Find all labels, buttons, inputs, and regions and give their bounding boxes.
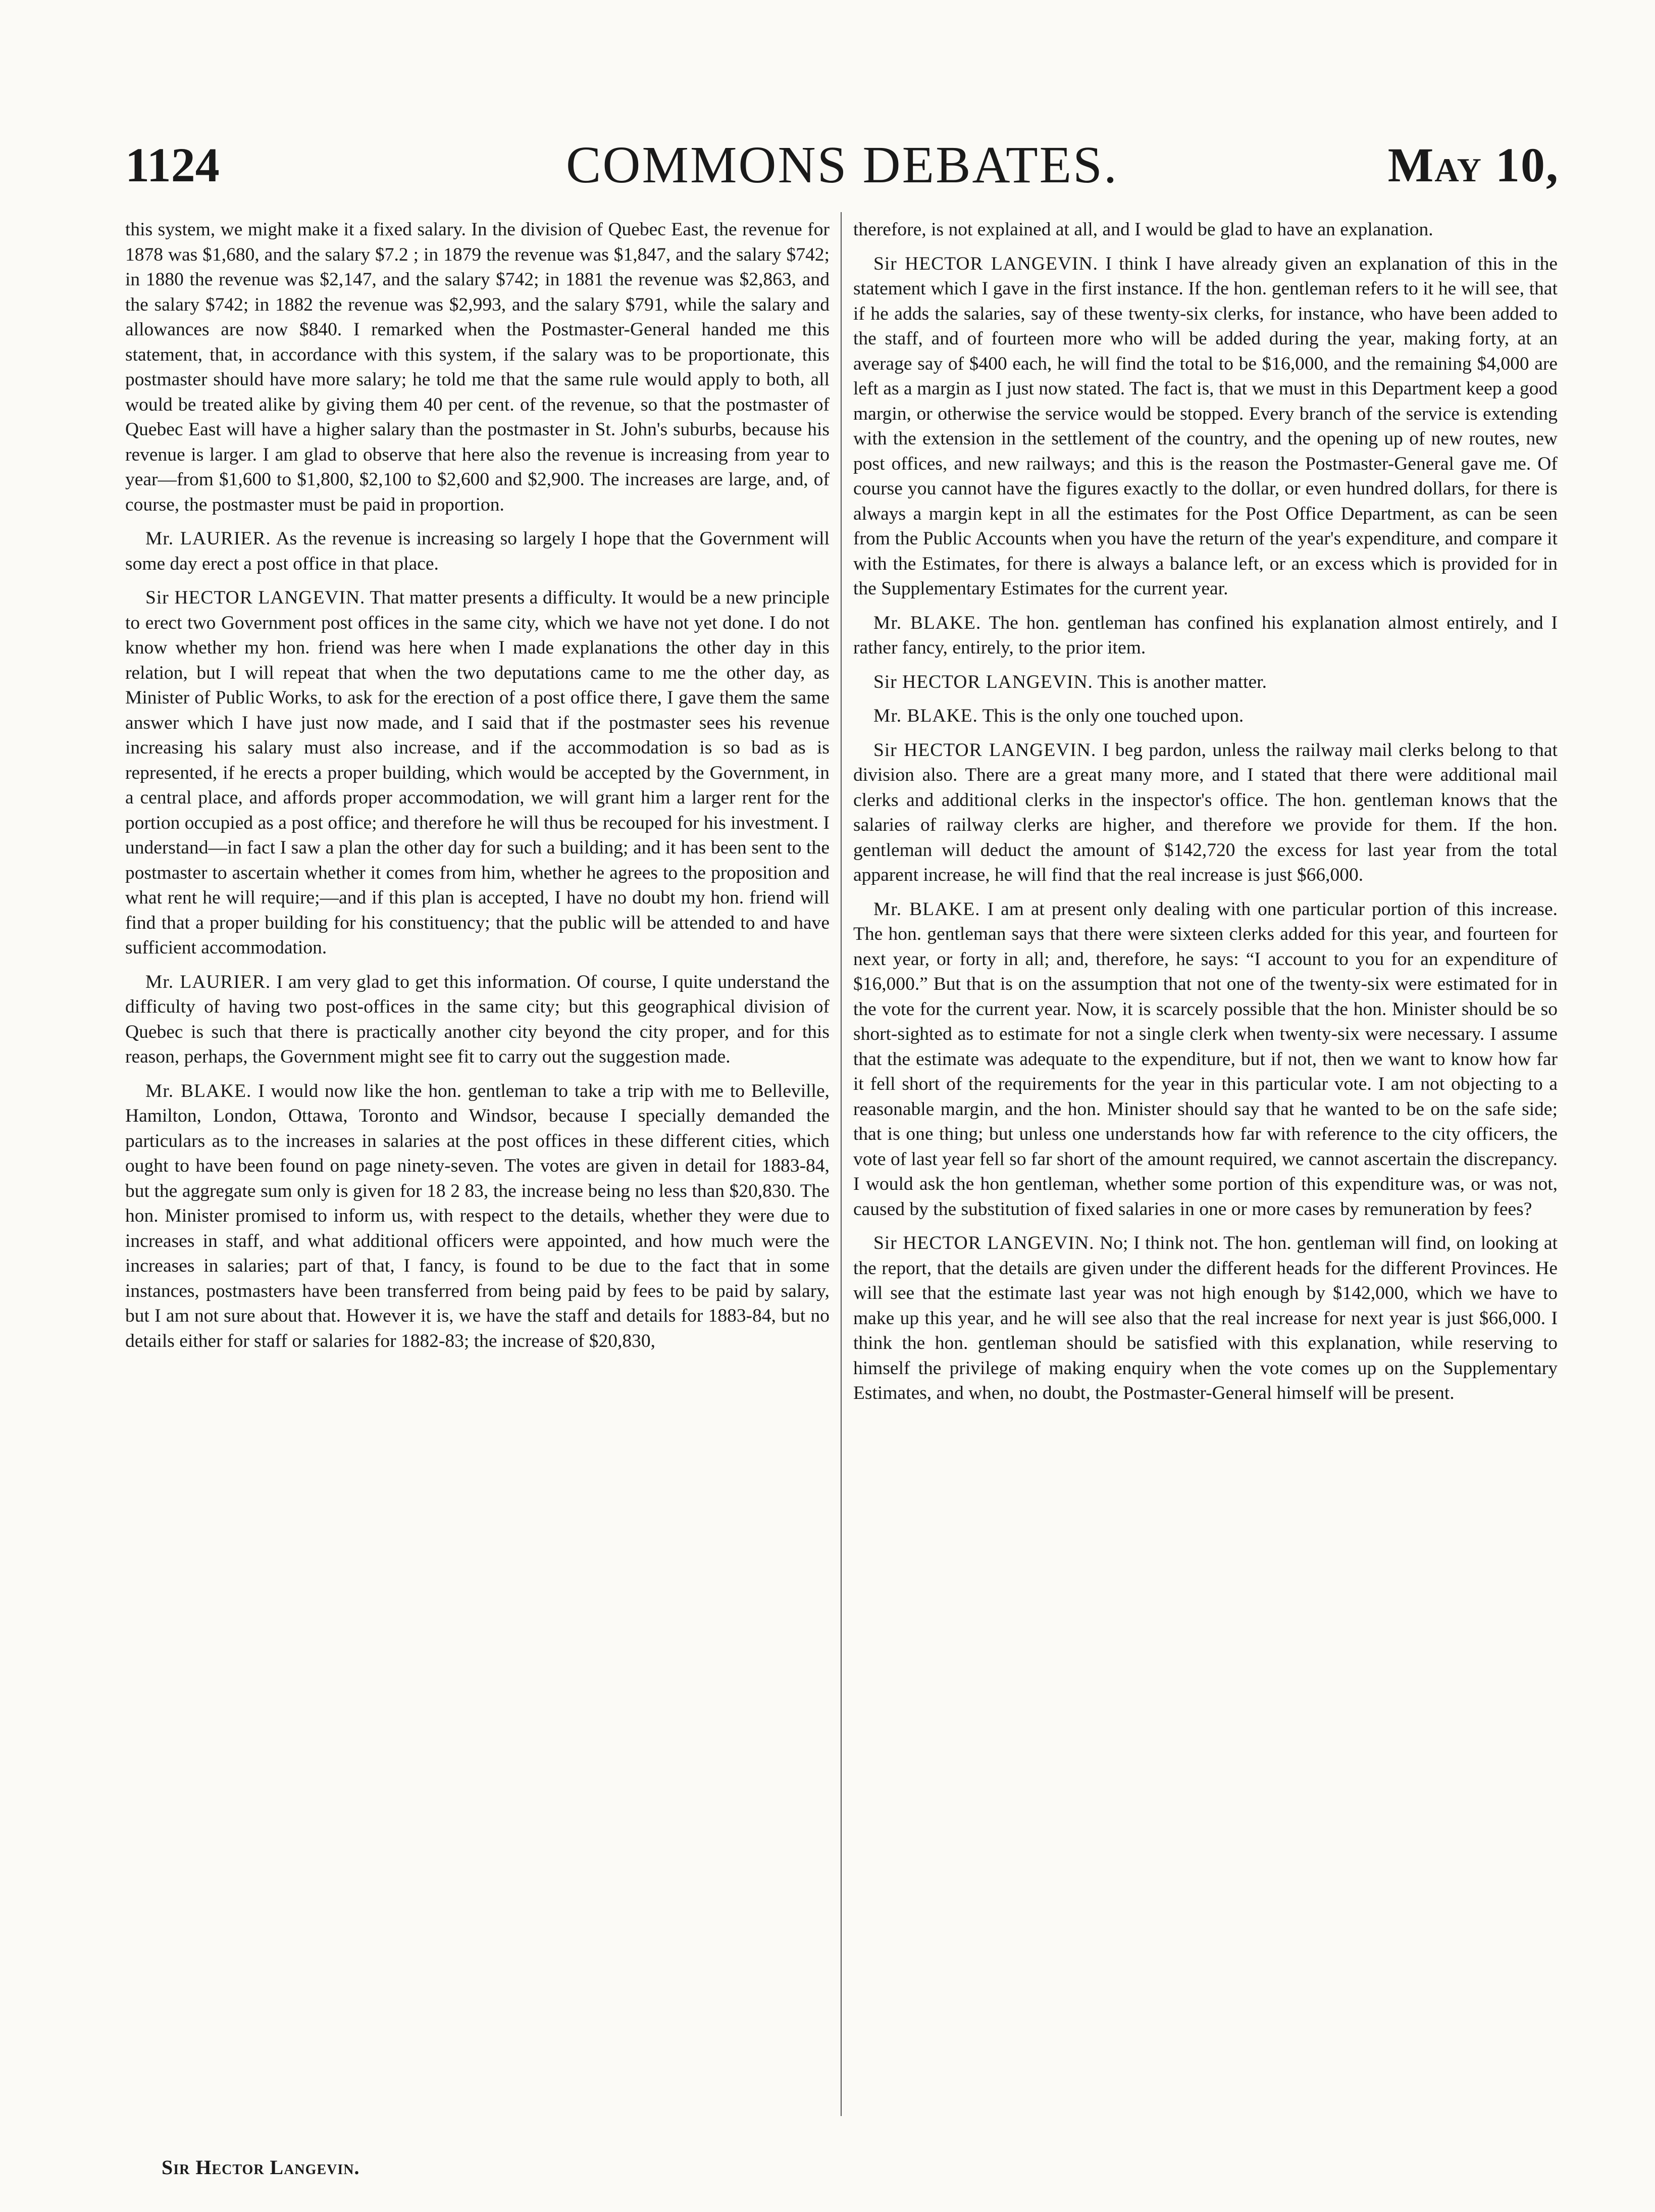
left-column	[125, 217, 830, 2136]
speaker-name: Mr. BLAKE.	[873, 612, 981, 633]
paragraph-text: This is the only one touched upon.	[982, 706, 1244, 726]
journal-title: COMMONS DEBATES.	[566, 136, 1118, 194]
column-divider	[841, 212, 842, 2116]
page-date: May 10,	[1387, 138, 1559, 192]
paragraph-text: The hon. gentleman has confined his explanation almost entirely, and I rather fancy, entirely, to the prior item.	[853, 612, 1558, 658]
paragraph	[853, 703, 1558, 729]
speaker-name: Sir HECTOR LANGEVIN.	[873, 1233, 1095, 1253]
speaker-name: Mr. BLAKE.	[145, 1080, 252, 1101]
paragraph	[125, 970, 830, 1070]
paragraph-text: As the revenue is increasing so largely I hope that the Government will some day erect a post office in that place.	[125, 528, 830, 574]
paragraph	[853, 252, 1558, 601]
speaker-name: Sir HECTOR LANGEVIN.	[873, 253, 1098, 274]
paragraph	[853, 611, 1558, 661]
paragraph	[125, 217, 830, 517]
paragraph-text: I am at present only dealing with one particular portion of this increase. The hon. gentleman says that there were sixteen clerks added for this year, and fourteen for next year, or forty in all; and, therefore, he says: “I account to you for an expenditure of $16,000.” But that is on the assumption that not one of the twenty-six were estimated for in the vote for the current year. Now, it is scarcely possible that the hon. Minister should be so short-sighted as to estimate for not a single clerk when twenty-six were necessary. I assume that the estimate was adequate to the expenditure, but if not, then we want to know how far it fell short of the requirements for the year in this particular vote. I am not objecting to a reasonable margin, and the hon. Minister should say that he wanted to be on the safe side; that is one thing; but unless one understands how far with reference to the city officers, the vote of last year fell so far short of the amount required, we cannot ascertain the discrepancy. I would ask the hon gentleman, whether some portion of this expenditure was, or was not, caused by the substitution of fixed salaries in one or more cases by remuneration by fees?	[853, 898, 1558, 1220]
speaker-name: Mr. LAURIER.	[145, 528, 271, 549]
paragraph-text: I think I have already given an explanation of this in the statement which I gave in the first instance. If the hon. gentleman refers to it he will see, that if he adds the salaries, say of these twenty-six clerks, for instance, who have been added to the staff, and of fourteen more who will be added during the year, making forty, at an average say of $400 each, he will find the total to be $16,000, and the remaining $4,000 are left as a margin as I just now stated. The fact is, that we must in this Department keep a good margin, or otherwise the service would be stopped. Every branch of the service is extending with the extension in the settlement of the country, and the opening up of new routes, new post offices, and new railways; and this is the reason the Postmaster-General gave me. Of course you cannot have the figures exactly to the dollar, or even hundred dollars, for there is always a margin kept in all the estimates for the Post Office Department, as can be seen from the Public Accounts when you have the return of the year's expenditure, and compare it with the Estimates, for there is always a balance left, or an excess which is provided for in the Supplementary Estimates for the current year.	[853, 253, 1558, 599]
paragraph	[125, 1079, 830, 1354]
paragraph-text: this system, we might make it a fixed salary. In the division of Quebec East, the revenue for 1878 was $1,680, and the salary $7.2 ; in 1879 the revenue was $1,847, and the salary $742; in 1880 the revenue was $2,147, and the salary $742; in 1881 the revenue was $2,863, and the salary $742; in 1882 the revenue was $2,993, and the salary $791, while the salary and allowances are now $840. I remarked when the Postmaster-General handed me this statement, that, in accordance with this system, if the salary was to be proportionate, this postmaster should have more salary; he told me that the same rule would apply to both, all would be treated alike by giving them 40 per cent. of the revenue, so that the postmaster of Quebec East will have a higher salary than the postmaster in St. John's suburbs, because his revenue is larger. I am glad to observe that here also the revenue is increasing from year to year—from $1,600 to $1,800, $2,100 to $2,600 and $2,900. The increases are large, and, of course, the postmaster must be paid in proportion.	[125, 219, 830, 515]
paragraph	[125, 585, 830, 961]
paragraph	[853, 897, 1558, 1222]
paragraph	[853, 670, 1558, 695]
paragraph-text: No; I think not. The hon. gentleman will find, on looking at the report, that the details are given under the different heads for the different Provinces. He will see that the estimate last year was not high enough by $142,000, which we have to make up this year, and he will see also that the real increase for next year is just $66,000. I think the hon. gentleman should be satisfied with this explanation, while reserving to himself the privilege of making enquiry when the vote comes up on the Supplementary Estimates, and when, no doubt, the Postmaster-General himself will be present.	[853, 1233, 1558, 1403]
speaker-name: Sir HECTOR LANGEVIN.	[873, 671, 1093, 692]
paragraph-text: therefore, is not explained at all, and I would be glad to have an explanation.	[853, 219, 1433, 240]
footer-catchword: Sir Hector Langevin.	[162, 2156, 360, 2179]
paragraph-text: I am very glad to get this information. Of course, I quite understand the difficulty of having two post-offices in the same city; but this geographical division of Quebec is such that there is practically another city beyond the city proper, and for this reason, perhaps, the Government might see fit to carry out the suggestion made.	[125, 971, 830, 1067]
speaker-name: Mr. BLAKE.	[873, 706, 978, 726]
paragraph-text: That matter presents a difficulty. It would be a new principle to erect two Government post offices in the same city, which we have not yet done. I do not know whether my hon. friend was here when I made explanations the other day in this relation, but I will repeat that when the two deputations came to me the other day, as Minister of Public Works, to ask for the erection of a post office there, I gave them the same answer which I have just now made, and I said that if the postmaster sees his revenue increasing his salary must also increase, and if the accommodation is so bad as is represented, if he erects a proper building, which would be accepted by the Government, in a central place, and affords proper accommodation, we will grant him a larger rent for the portion occupied as a post office; and therefore he will thus be recouped for his investment. I understand—in fact I saw a plan the other day for such a building; and it has been sent to the postmaster to ascertain whether it comes from him, whether he agrees to the proposition and what rent he will require;—and if this plan is accepted, I have no doubt my hon. friend will find that a proper building for his constituency; that the public will be attended to and have sufficient accommodation.	[125, 587, 830, 958]
right-column	[853, 217, 1558, 2136]
paragraph	[853, 217, 1558, 242]
paragraph	[125, 526, 830, 576]
paragraph	[853, 1231, 1558, 1406]
page-number: 1124	[125, 138, 220, 192]
paragraph	[853, 738, 1558, 888]
paragraph-text: I would now like the hon. gentleman to take a trip with me to Belleville, Hamilton, London, Ottawa, Toronto and Windsor, because I specially demanded the particulars as to the increases in salaries at the post offices in these different cities, which ought to have been found on page ninety-seven. The votes are given in detail for 1883-84, but the aggregate sum only is given for 18 2 83, the increase being no less than $20,830. The hon. Minister promised to inform us, with respect to the details, whether they were due to increases in staff, and what additional officers were appointed, and how much were the increases in salaries; part of that, I fancy, is found to be due to the fact that in some instances, postmasters have been transferred from being paid by fees to be paid by salary, but I am not sure about that. However it is, we have the staff and details for 1883-84, but no details either for staff or salaries for 1882-83; the increase of $20,830,	[125, 1080, 830, 1351]
page-header	[125, 132, 1559, 198]
speaker-name: Mr. BLAKE.	[873, 898, 980, 920]
paragraph-text: I beg pardon, unless the railway mail clerks belong to that division also. There are a great many more, and I stated that there were additional mail clerks and additional clerks in the inspector's office. The hon. gentleman knows that the salaries of railway clerks are higher, and therefore we provide for them. If the hon. gentleman will deduct the amount of $142,720 the excess for last year from the total apparent increase, he will find that the real increase is just $66,000.	[853, 739, 1558, 885]
speaker-name: Sir HECTOR LANGEVIN.	[145, 587, 366, 608]
speaker-name: Sir HECTOR LANGEVIN.	[873, 739, 1097, 761]
paragraph-text: This is another matter.	[1097, 671, 1267, 692]
speaker-name: Mr. LAURIER.	[145, 971, 271, 992]
